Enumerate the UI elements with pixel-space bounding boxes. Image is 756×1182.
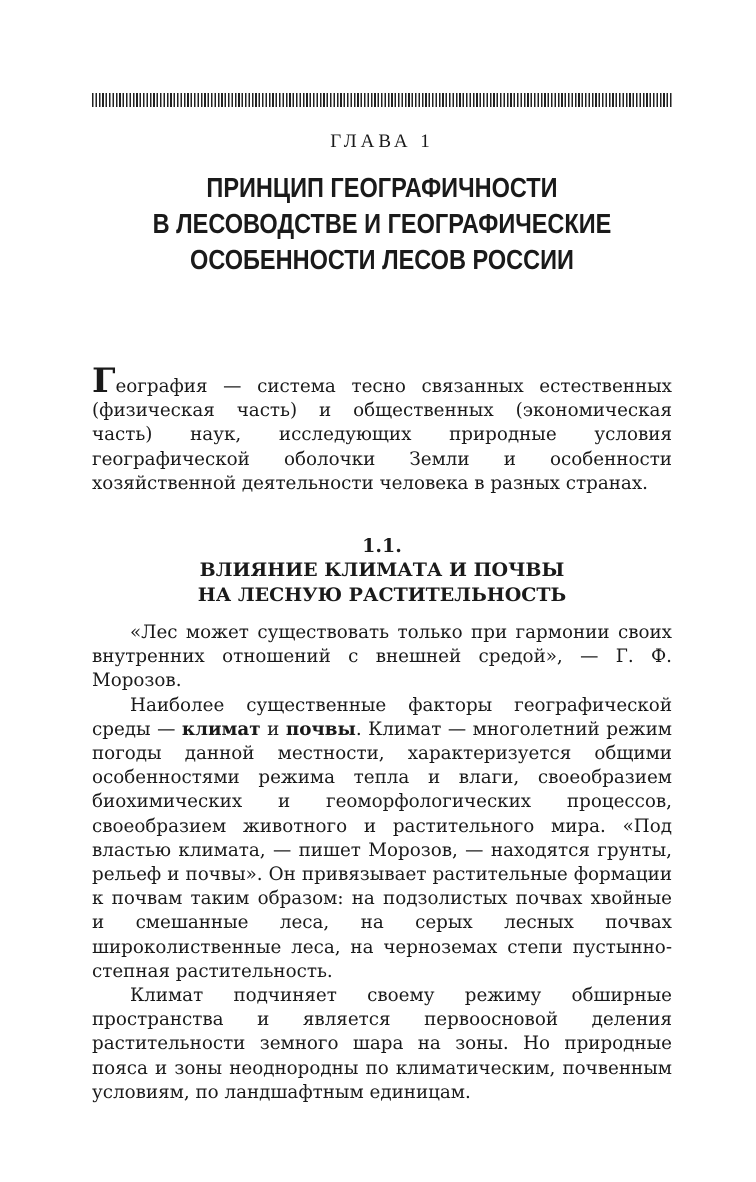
section-number: 1.1. <box>362 535 402 557</box>
paragraph-factors-rest: . Климат — многолетний режим погоды данной местности, характеризуется общими особенностями режима тепла и влаги, своеобразием биохимических и геоморфологических процессов, своеобразием животного и растительного мира. «Под властью климата, — пишет Морозов, — находятся грунты, рельеф и почвы». Он привязывает растительные формации к почвам таким образом: на подзолистых почвах хвойные и смешанные леса, на серых лесных почвах широколиственные леса, на черноземах степи пустынно-степная растительность. <box>92 718 672 982</box>
term-climate: климат <box>181 718 261 740</box>
header-ornament <box>92 93 672 107</box>
chapter-title <box>138 170 625 278</box>
section-title <box>92 558 672 608</box>
intro-text: еография — система тесно связанных естественных (физическая часть) и общественных (экономическая часть) наук, исследующих природные условия географической оболочки Земли и особенности хозяйственной деятельности человека в разных странах. <box>92 376 672 494</box>
drop-cap: Г <box>92 361 116 401</box>
paragraph-zones: Климат подчиняет своему режиму обширные пространства и является первоосновой деления растительности земного шара на зоны. Но природные пояса и зоны неоднородны по климатическим, почвенным условиям, по ландшафтным единицам. <box>92 985 672 1103</box>
chapter-label: ГЛАВА 1 <box>330 131 434 152</box>
section-body <box>92 621 672 1105</box>
chapter-title-line-1: ПРИНЦИП ГЕОГРАФИЧНОСТИ <box>206 172 558 203</box>
paragraph-factors-start: Наиболее существенные факторы географической среды — <box>92 694 672 740</box>
paragraph-factors <box>92 694 672 984</box>
chapter-title-line-3: ОСОБЕННОСТИ ЛЕСОВ РОССИИ <box>190 244 574 275</box>
paragraph-quote: «Лес может существовать только при гармонии своих внутренних отношений с внешней средой», — Г. Ф. Морозов. <box>92 622 672 692</box>
section-title-line-1: ВЛИЯНИЕ КЛИМАТА И ПОЧВЫ <box>199 559 565 581</box>
paragraph-factors-and: и <box>260 718 286 740</box>
book-page <box>92 0 672 1182</box>
section-title-line-2: НА ЛЕСНУЮ РАСТИТЕЛЬНОСТЬ <box>197 584 567 606</box>
term-soils: почвы <box>285 718 356 740</box>
chapter-title-line-2: В ЛЕСОВОДСТВЕ И ГЕОГРАФИЧЕСКИЕ <box>152 208 612 239</box>
intro-paragraph <box>92 361 672 496</box>
